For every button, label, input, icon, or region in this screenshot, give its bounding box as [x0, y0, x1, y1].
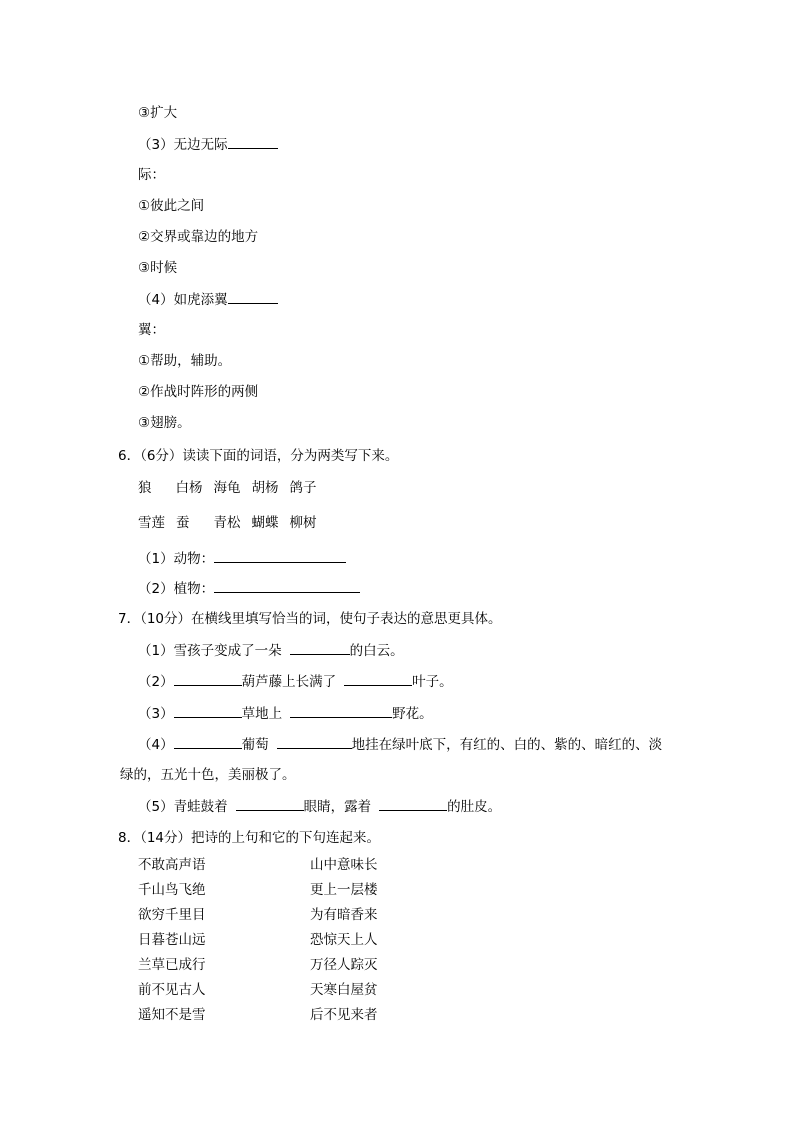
sentence-text: （3）: [138, 706, 174, 722]
word: 鸽子: [289, 480, 317, 496]
char-label: 际：: [138, 167, 165, 183]
sub-question: [138, 135, 278, 154]
word: 蝴蝶: [251, 515, 279, 531]
question-6-stem: [118, 447, 398, 465]
word: 胡杨: [251, 480, 279, 496]
sentence-continuation: 绿的，五光十色，美丽极了。: [120, 767, 296, 783]
poem-first-line[interactable]: 遥知不是雪: [138, 1007, 206, 1023]
sentence-text: 眼睛，露着: [303, 799, 372, 815]
poem-second-line[interactable]: 恐惊天上人: [310, 932, 378, 948]
poem-first-line[interactable]: 前不见古人: [138, 982, 206, 998]
answer-blank[interactable]: [228, 290, 278, 304]
poem-second-line[interactable]: 为有暗香来: [310, 907, 378, 923]
sentence-text: 地挂在绿叶底下，有红的、白的、紫的、暗红的、淡: [351, 737, 663, 753]
answer-line: [138, 579, 360, 598]
word: 蚕: [176, 515, 190, 531]
fill-sentence: [138, 704, 433, 723]
poem-second-line[interactable]: 山中意味长: [310, 857, 378, 873]
word: 白杨: [175, 480, 203, 496]
sentence-text: 葫芦藤上长满了: [241, 674, 337, 690]
word: 柳树: [289, 515, 317, 531]
answer-label: （2）植物：: [138, 581, 215, 597]
idiom-text: 如虎添翼: [173, 292, 228, 308]
answer-blank[interactable]: [174, 704, 242, 718]
word: 雪莲: [138, 515, 165, 531]
answer-blank[interactable]: [214, 579, 360, 593]
fill-sentence: [138, 797, 501, 816]
sentence-text: 的肚皮。: [447, 799, 502, 815]
sentence-text: 叶子。: [412, 674, 453, 690]
answer-blank[interactable]: [214, 549, 346, 563]
fill-sentence: [138, 735, 662, 754]
poem-first-line[interactable]: 千山鸟飞绝: [138, 882, 206, 898]
sub-question: [138, 290, 278, 309]
word: 青松: [213, 515, 241, 531]
answer-blank[interactable]: [277, 735, 352, 749]
sentence-text: （5）青蛙鼓着: [138, 799, 228, 815]
poem-first-line[interactable]: 不敢高声语: [138, 857, 206, 873]
idiom-text: 无边无际: [173, 137, 228, 153]
answer-blank[interactable]: [228, 135, 278, 149]
sub-question-number: （4）: [138, 292, 174, 308]
answer-label: （1）动物：: [138, 551, 215, 567]
option-text: ③翅膀。: [138, 415, 191, 431]
poem-second-line[interactable]: 天寒白屋贫: [310, 982, 378, 998]
option-text: ③扩大: [138, 105, 178, 121]
sentence-text: （4）: [138, 737, 174, 753]
poem-first-line[interactable]: 日暮苍山远: [138, 932, 206, 948]
question-8-stem: [118, 829, 380, 847]
option-text: ③时候: [138, 260, 178, 276]
sentence-text: 草地上: [241, 706, 283, 722]
word: 狼: [138, 480, 152, 496]
char-label: 翼：: [138, 322, 165, 338]
word-row: [138, 479, 317, 497]
poem-first-line[interactable]: 兰草已成行: [138, 957, 206, 973]
word: 海龟: [213, 480, 241, 496]
question-number: 8．: [118, 830, 141, 846]
sub-question-number: （3）: [138, 137, 174, 153]
option-text: ①彼此之间: [138, 198, 205, 214]
sentence-text: （1）雪孩子变成了一朵: [138, 643, 282, 659]
option-text: ①帮助，辅助。: [138, 353, 232, 369]
word-row: [138, 514, 317, 532]
fill-sentence: [138, 641, 404, 660]
answer-blank[interactable]: [379, 797, 447, 811]
question-number: 6．: [118, 448, 141, 464]
sentence-text: 的白云。: [349, 643, 404, 659]
sentence-text: （2）: [138, 674, 174, 690]
fill-sentence: [138, 672, 453, 691]
answer-blank[interactable]: [290, 641, 350, 655]
answer-blank[interactable]: [344, 672, 412, 686]
option-text: ②交界或靠边的地方: [138, 229, 259, 245]
answer-line: [138, 549, 346, 568]
poem-second-line[interactable]: 万径人踪灭: [310, 957, 378, 973]
answer-blank[interactable]: [174, 672, 242, 686]
question-number: 7．: [118, 611, 141, 627]
poem-second-line[interactable]: 更上一层楼: [310, 882, 378, 898]
question-text: （10分）在横线里填写恰当的词，使句子表达的意思更具体。: [140, 611, 502, 627]
answer-blank[interactable]: [236, 797, 304, 811]
option-text: ②作战时阵形的两侧: [138, 384, 259, 400]
sentence-text: 葡萄: [241, 737, 269, 753]
question-text: （14分）把诗的上句和它的下句连起来。: [140, 830, 381, 846]
answer-blank[interactable]: [290, 704, 392, 718]
sentence-text: 野花。: [392, 706, 433, 722]
answer-blank[interactable]: [174, 735, 242, 749]
question-7-stem: [118, 610, 502, 628]
question-text: （6分）读读下面的词语，分为两类写下来。: [140, 448, 399, 464]
poem-first-line[interactable]: 欲穷千里目: [138, 907, 206, 923]
poem-second-line[interactable]: 后不见来者: [310, 1007, 378, 1023]
